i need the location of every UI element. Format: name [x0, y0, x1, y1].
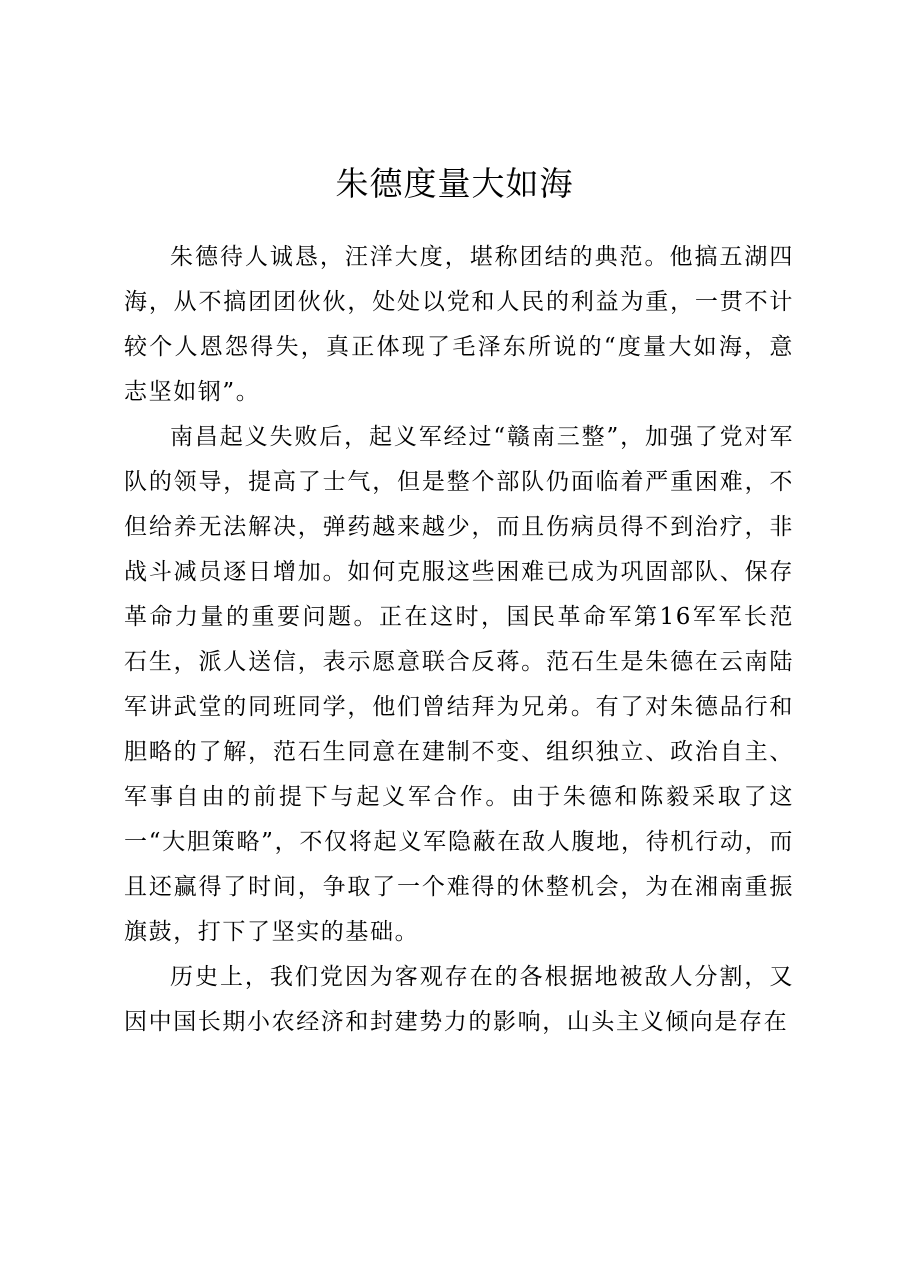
document-title: 朱德度量大如海: [335, 164, 574, 203]
paragraph-1: 朱德待人诚恳，汪洋大度，堪称团结的典范。他搞五湖四海，从不搞团团伙伙，处处以党和人民的利益为重，一贯不计较个人恩怨得失，真正体现了毛泽东所说的“度量大如海，意志坚如钢”。: [124, 244, 794, 405]
paragraph-2: 南昌起义失败后，起义军经过“赣南三整”，加强了党对军队的领导，提高了士气，但是整个部队仍面临着严重困难，不但给养无法解决，弹药越来越少，而且伤病员得不到治疗，非战斗减员逐日增加。如何克服这些困难已成为巩固部队、保存革命力量的重要问题。正在这时，国民革命军第16军军长范石生，派人送信，表示愿意联合反蒋。范石生是朱德在云南陆军讲武堂的同班同学，他们曾结拜为兄弟。有了对朱德品行和胆略的了解，范石生同意在建制不变、组织独立、政治自主、军事自由的前提下与起义军合作。由于朱德和陈毅采取了这一“大胆策略”，不仅将起义军隐蔽在敌人腹地，待机行动，而且还赢得了时间，争取了一个难得的休整机会，为在湘南重振旗鼓，打下了坚实的基础。: [124, 424, 794, 945]
paragraph-3: 历史上，我们党因为客观存在的各根据地被敌人分割，又因中国长期小农经济和封建势力的影响，山头主义倾向是存在: [124, 964, 794, 1035]
document-body: [124, 235, 794, 1045]
